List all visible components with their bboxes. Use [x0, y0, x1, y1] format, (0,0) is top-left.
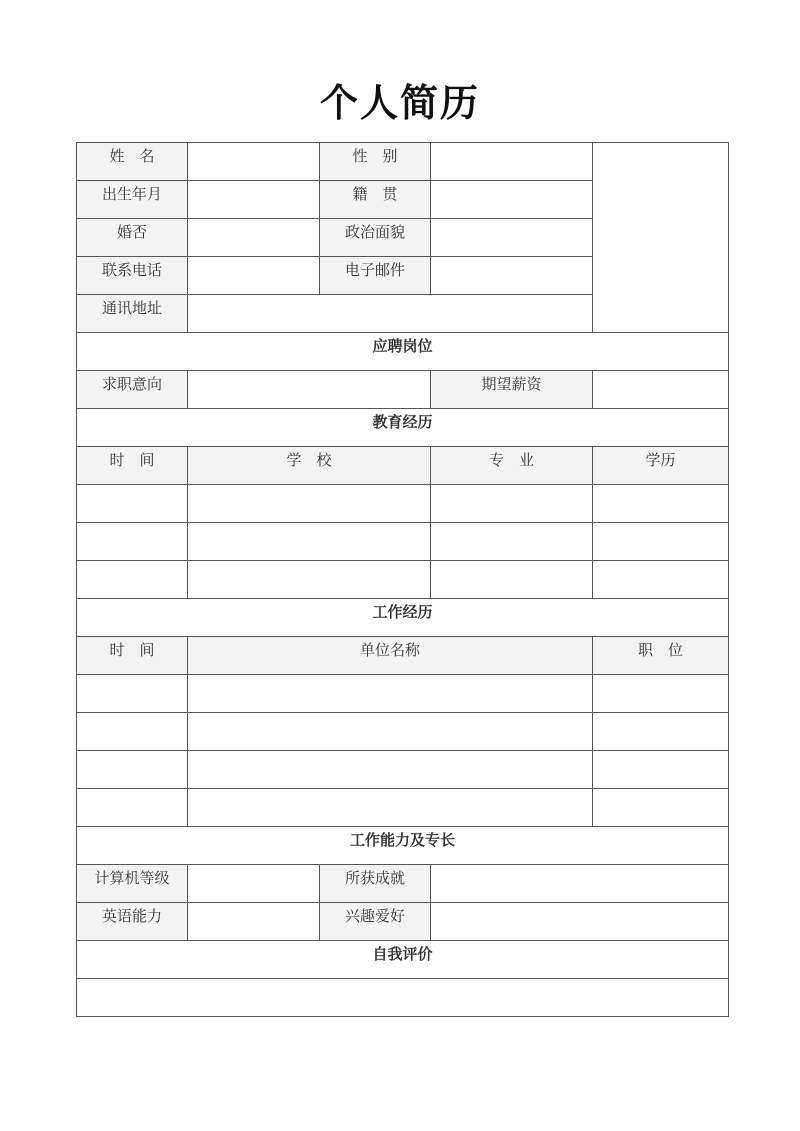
awards-label: 所获成就	[320, 865, 431, 903]
section-skills	[77, 827, 729, 865]
section-position	[77, 333, 729, 371]
work-row	[77, 713, 729, 751]
work-company-cell[interactable]	[188, 675, 593, 713]
email-field[interactable]	[431, 257, 593, 295]
row-self-eval	[77, 979, 729, 1017]
self-eval-field[interactable]	[77, 979, 729, 1017]
name-field[interactable]	[188, 143, 320, 181]
marital-label: 婚否	[77, 219, 188, 257]
work-title-cell[interactable]	[593, 789, 729, 827]
page-title: 个人简历	[319, 80, 480, 125]
edu-school-cell[interactable]	[188, 523, 431, 561]
edu-degree-cell[interactable]	[593, 523, 729, 561]
birth-label: 出生年月	[77, 181, 188, 219]
section-work	[77, 599, 729, 637]
edu-school-cell[interactable]	[188, 561, 431, 599]
edu-major-cell[interactable]	[431, 523, 593, 561]
gender-field[interactable]	[431, 143, 593, 181]
work-time-cell[interactable]	[77, 675, 188, 713]
computer-label: 计算机等级	[77, 865, 188, 903]
salary-field[interactable]	[593, 371, 729, 409]
name-label: 姓 名	[77, 143, 188, 181]
work-header-company: 单位名称	[188, 637, 593, 675]
edu-school-cell[interactable]	[188, 485, 431, 523]
edu-degree-cell[interactable]	[593, 561, 729, 599]
gender-label: 性 别	[320, 143, 431, 181]
email-label: 电子邮件	[320, 257, 431, 295]
work-header-time: 时 间	[77, 637, 188, 675]
address-label: 通讯地址	[77, 295, 188, 333]
row-name	[77, 143, 729, 181]
edu-time-cell[interactable]	[77, 523, 188, 561]
work-company-cell[interactable]	[188, 751, 593, 789]
section-title-position: 应聘岗位	[77, 333, 729, 371]
edu-major-cell[interactable]	[431, 561, 593, 599]
education-header-row	[77, 447, 729, 485]
edu-header-time: 时 间	[77, 447, 188, 485]
education-row	[77, 523, 729, 561]
education-row	[77, 485, 729, 523]
hobbies-label: 兴趣爱好	[320, 903, 431, 941]
work-header-row	[77, 637, 729, 675]
english-field[interactable]	[188, 903, 320, 941]
computer-field[interactable]	[188, 865, 320, 903]
political-field[interactable]	[431, 219, 593, 257]
edu-header-degree: 学历	[593, 447, 729, 485]
hobbies-field[interactable]	[431, 903, 729, 941]
row-english	[77, 903, 729, 941]
work-time-cell[interactable]	[77, 751, 188, 789]
edu-header-major: 专 业	[431, 447, 593, 485]
edu-time-cell[interactable]	[77, 561, 188, 599]
work-title-cell[interactable]	[593, 713, 729, 751]
edu-degree-cell[interactable]	[593, 485, 729, 523]
edu-time-cell[interactable]	[77, 485, 188, 523]
edu-major-cell[interactable]	[431, 485, 593, 523]
work-company-cell[interactable]	[188, 713, 593, 751]
section-title-work: 工作经历	[77, 599, 729, 637]
row-computer	[77, 865, 729, 903]
work-header-title: 职 位	[593, 637, 729, 675]
salary-label: 期望薪资	[431, 371, 593, 409]
marital-field[interactable]	[188, 219, 320, 257]
work-time-cell[interactable]	[77, 713, 188, 751]
phone-label: 联系电话	[77, 257, 188, 295]
birth-field[interactable]	[188, 181, 320, 219]
work-row	[77, 751, 729, 789]
work-title-cell[interactable]	[593, 751, 729, 789]
section-title-skills: 工作能力及专长	[77, 827, 729, 865]
phone-field[interactable]	[188, 257, 320, 295]
education-row	[77, 561, 729, 599]
address-field[interactable]	[188, 295, 593, 333]
resume-table	[76, 142, 729, 1017]
edu-header-school: 学 校	[188, 447, 431, 485]
intent-field[interactable]	[188, 371, 431, 409]
work-row	[77, 789, 729, 827]
origin-label: 籍 贯	[320, 181, 431, 219]
section-title-self-eval: 自我评价	[77, 941, 729, 979]
row-intent	[77, 371, 729, 409]
work-company-cell[interactable]	[188, 789, 593, 827]
english-label: 英语能力	[77, 903, 188, 941]
origin-field[interactable]	[431, 181, 593, 219]
section-education	[77, 409, 729, 447]
political-label: 政治面貌	[320, 219, 431, 257]
intent-label: 求职意向	[77, 371, 188, 409]
section-self-eval	[77, 941, 729, 979]
awards-field[interactable]	[431, 865, 729, 903]
work-time-cell[interactable]	[77, 789, 188, 827]
photo-box[interactable]	[593, 143, 729, 333]
work-title-cell[interactable]	[593, 675, 729, 713]
section-title-education: 教育经历	[77, 409, 729, 447]
work-row	[77, 675, 729, 713]
